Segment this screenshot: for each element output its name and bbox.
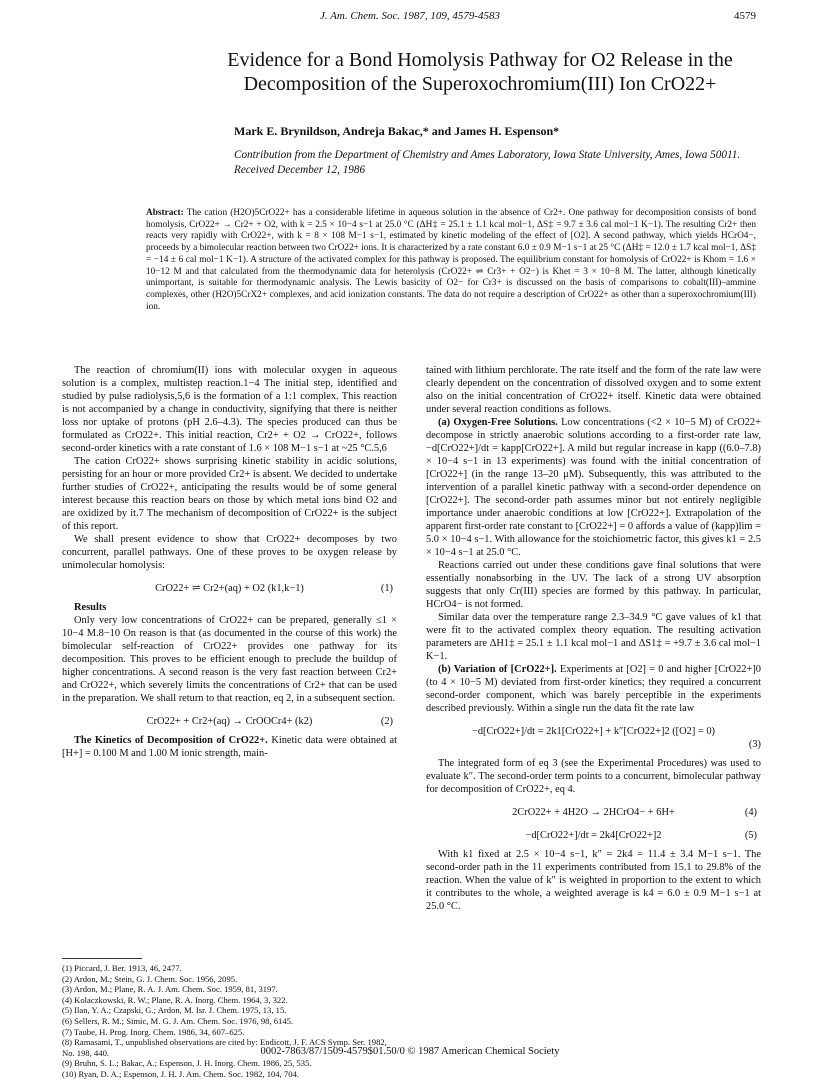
results-heading: Results <box>74 602 107 613</box>
subsection-heading-b: (b) Variation of [CrO22+]. <box>438 664 557 675</box>
reference-item: (5) Ilan, Y. A.; Czapski, G.; Ardon, M. Isr. J. Chem. 1975, 13, 15. <box>62 1005 287 1016</box>
equation-number: (1) <box>380 583 393 594</box>
equation-1: CrO22+ ⇌ Cr2+(aq) + O2 (k1,k−1) (1) <box>155 583 393 594</box>
paragraph: (b) Variation of [CrO22+]. Experiments at [O2] = 0 and higher [CrO22+]0 (to 4 × 10−5 M) deviated from first-order kinetics; they required a concurrent second-order component, which was barely perceptible in the experiments described previously. Within a single run the data fit the rate law <box>426 664 761 714</box>
left-column <box>62 364 397 760</box>
paragraph: With k1 fixed at 2.5 × 10−4 s−1, k″ = 2k4 = 11.4 ± 3.4 M−1 s−1. The second-order path in the 11 experiments contributed from 15.1 to 29.8% of the reaction. When the value of k″ is weighted in proportion to the extent to which it contributes to the whole, a weighted average is k4 = 6.0 ± 0.9 M−1 s−1 at 25.0 °C. <box>426 849 761 912</box>
equation-5: −d[CrO22+]/dt = 2k4[CrO22+]2 (5) <box>525 830 757 841</box>
reference-item: (8) Ramasami, T., unpublished observations are cited by: Endicott, J. F. ACS Symp. Ser. 1982, No. 198, 440. <box>62 1037 387 1058</box>
abstract-label: Abstract: <box>146 208 184 218</box>
equation-number: (3) <box>748 739 761 750</box>
reference-item: (2) Ardon, M.; Stein, G. J. Chem. Soc. 1956, 2095. <box>62 973 238 984</box>
paragraph: The reaction of chromium(II) ions with molecular oxygen in aqueous solution is a complex, multistep reaction.1−4 The initial step, identified and studied by pulse radiolysis,5,6 is the formation of a 1:1 complex. This reaction is not accompanied by a change in conductivity, signifying that there is neither loss nor uptake of protons (pH 2.6–4.3). The species produced can thus be formulated as CrO22+. This initial reaction, Cr2+ + O2 → CrO22+, follows second-order kinetics with a rate constant of 1.6 × 108 M−1 s−1 at ~25 °C.5,6 <box>62 365 397 454</box>
paragraph: The cation CrO22+ shows surprising kinetic stability in acidic solutions, persisting for an hour or more provided Cr2+ is absent. We decided to undertake further studies of CrO22+, anticipating the results would be of some general interest because this reaction bears on those by which metal ions bind O2 and are oxidized by it.7 The mechanism of decomposition of CrO22+ is the subject of this report. <box>62 456 397 532</box>
divider <box>62 958 142 959</box>
equation-3: −d[CrO22+]/dt = 2k1[CrO22+] + k″[CrO22+]2 ([O2] = 0) (3) <box>426 725 761 751</box>
page-number: 4579 <box>734 10 756 22</box>
author-list: Mark E. Brynildson, Andreja Bakac,* and James H. Espenson* <box>234 124 560 138</box>
paragraph: The integrated form of eq 3 (see the Experimental Procedures) was used to evaluate k″. The second-order term points to a concurrent, bimolecular pathway for decomposition of CrO22+, eq 4. <box>426 758 761 795</box>
subsection-heading-a: (a) Oxygen-Free Solutions. <box>438 417 558 428</box>
affiliation: Contribution from the Department of Chemistry and Ames Laboratory, Iowa State University, Ames, Iowa 50011. Received December 12, 1986 <box>234 149 741 176</box>
paragraph: Only very low concentrations of CrO22+ can be prepared, generally ≤1 × 10−4 M.8−10 On reason is that (as documented in the course of this work) the bimolecular self-reaction of CrO22+ provides one pathway for its decomposition. This proves to be efficient enough to preclude the buildup of higher concentrations. A second reason is the very fast reaction between Cr2+ and CrO22+, which severely limits the concentrations of Cr2+ that can be used in the preparation. We shall return to that reaction, eq 2, in a subsequent section. <box>62 615 397 704</box>
paragraph: We shall present evidence to show that CrO22+ decomposes by two concurrent, parallel pathways. One of these proves to be oxygen release by unimolecular homolysis: <box>62 534 397 571</box>
paragraph: The Kinetics of Decomposition of CrO22+. Kinetic data were obtained at [H+] = 0.100 M and 1.00 M ionic strength, main- <box>62 735 397 759</box>
paragraph: Reactions carried out under these conditions gave final solutions that were essentially nonabsorbing in the UV. The lack of a strong UV absorption suggests that only Cr(III) species are formed by this pathway. In particular, HCrO4− is not formed. <box>426 560 761 610</box>
paragraph: (a) Oxygen-Free Solutions. Low concentrations (<2 × 10−5 M) of CrO22+ decompose in strictly anaerobic solutions according to a first-order rate law, −d[CrO22+]/dt = kapp[CrO22+]. A mild but regular increase in kapp ((6.0–7.8) × 10−4 s−1 in 13 experiments) was found with the initial concentration of [CrO22+] (in the range 13–20 μM). Subsequently, this was attributed to the intervention of a parallel kinetic pathway with a second-order dependence on [CrO22+]. The second-order path assumes minor but not entirely negligible importance under anaerobic conditions at low [CrO22+]. Extrapolation of the apparent first-order rate constant to [CrO22+] = 0 affords a value of (kapp)lim = 5.0 × 10−4 s−1. With allowance for the stoichiometric factor, this gives k1 = 2.5 × 10−4 s−1 at 25.0 °C. <box>426 417 761 558</box>
paragraph: tained with lithium perchlorate. The rate itself and the form of the rate law were clearly dependent on the concentration of dissolved oxygen and to some extent also on the initial concentration of CrO22+ itself. Kinetic data were obtained under several reaction conditions as follows. <box>426 365 761 415</box>
kinetics-heading: The Kinetics of Decomposition of CrO22+. <box>74 735 268 746</box>
right-column <box>426 364 761 913</box>
equation-number: (5) <box>744 830 757 841</box>
abstract-text: The cation (H2O)5CrO22+ has a considerable lifetime in aqueous solution in the absence of Cr2+. One pathway for decomposition consists of bond homolysis, CrO22+ → Cr2+ + O2, with k = 2.5 × 10−4 s−1 at 25.0 °C (ΔH‡ = 25.1 ± 1.1 kcal mol−1, ΔS‡ = 9.7 ± 3.6 cal mol−1 K−1). The resulting Cr2+ then reacts very rapidly with CrO22+, with k = 8 × 108 M−1 s−1, estimated by kinetic modeling of the effect of [O2]. A second pathway, which yields HCrO4−, proceeds by a bimolecular reaction between two CrO22+ ions. It is characterized by a rate constant 6.0 ± 0.9 M−1 s−1 at 25 °C (ΔH‡ = 12.0 ± 1.7 kcal mol−1, ΔS‡ = −14 ± 6 cal mol−1 K−1). A structure of the activated complex for this pathway is proposed. The equilibrium constant for homolysis of CrO22+ is Khom = 1.6 × 10−12 M and that calculated from the thermodynamic data for heterolysis (CrO22+ ⇌ Cr3+ + O2−) is Khet = 3 × 10−8 M. The latter, although kinetically unimportant, is suitable for thermodynamic analysis. The Lewis basicity of O2− for Cr3+ is discussed on the basis of comparisons to cobalt(III)–ammine complexes, other (H2O)5CrX2+ complexes, and acid ionization constants. The data do not require a description of CrO22+ as other than a superoxochromium(III) ion. <box>146 208 756 312</box>
equation-2: CrO22+ + Cr2+(aq) → CrOOCr4+ (k2) (2) <box>146 716 393 727</box>
references <box>62 958 397 1080</box>
reference-item: (1) Piccard, J. Ber. 1913, 46, 2477. <box>62 963 182 973</box>
equation-number: (2) <box>380 716 393 727</box>
paragraph: Similar data over the temperature range 2.3–34.9 °C gave values of k1 that were fit to the activated complex theory equation. The resulting activation parameters are ΔH1‡ = 25.1 ± 1.1 kcal mol−1 and ΔS1‡ = +9.7 ± 3.6 cal mol−1 K−1. <box>426 612 761 662</box>
journal-reference: J. Am. Chem. Soc. 1987, 109, 4579-4583 <box>319 10 501 22</box>
equation-4: 2CrO22+ + 4H2O → 2HCrO4− + 6H+ (4) <box>512 807 757 818</box>
page-header <box>0 6 820 26</box>
reference-item: (3) Ardon, M.; Plane, R. A. J. Am. Chem. Soc. 1959, 81, 3197. <box>62 984 278 995</box>
reference-item: (4) Kolaczkowski, R. W.; Plane, R. A. Inorg. Chem. 1964, 3, 322. <box>62 994 288 1005</box>
abstract <box>146 208 756 313</box>
reference-item: (9) Bruhn, S. L.; Bakac, A.; Espenson, J. H. Inorg. Chem. 1986, 25, 535. <box>62 1058 312 1069</box>
reference-item: (7) Taube, H. Prog. Inorg. Chem. 1986, 34, 607–625. <box>62 1026 245 1037</box>
equation-number: (4) <box>744 807 757 818</box>
article-title: Evidence for a Bond Homolysis Pathway for O2 Release in the Decomposition of the Superoxochromium(III) Ion CrO22+ <box>227 49 733 95</box>
copyright-footer: 0002-7863/87/1509-4579$01.50/0 © 1987 American Chemical Society <box>260 1046 560 1057</box>
reference-item: (10) Ryan, D. A.; Espenson, J. H. J. Am. Chem. Soc. 1982, 104, 704. <box>62 1068 299 1079</box>
reference-item: (6) Sellers, R. M.; Simic, M. G. J. Am. Chem. Soc. 1976, 98, 6145. <box>62 1015 294 1026</box>
